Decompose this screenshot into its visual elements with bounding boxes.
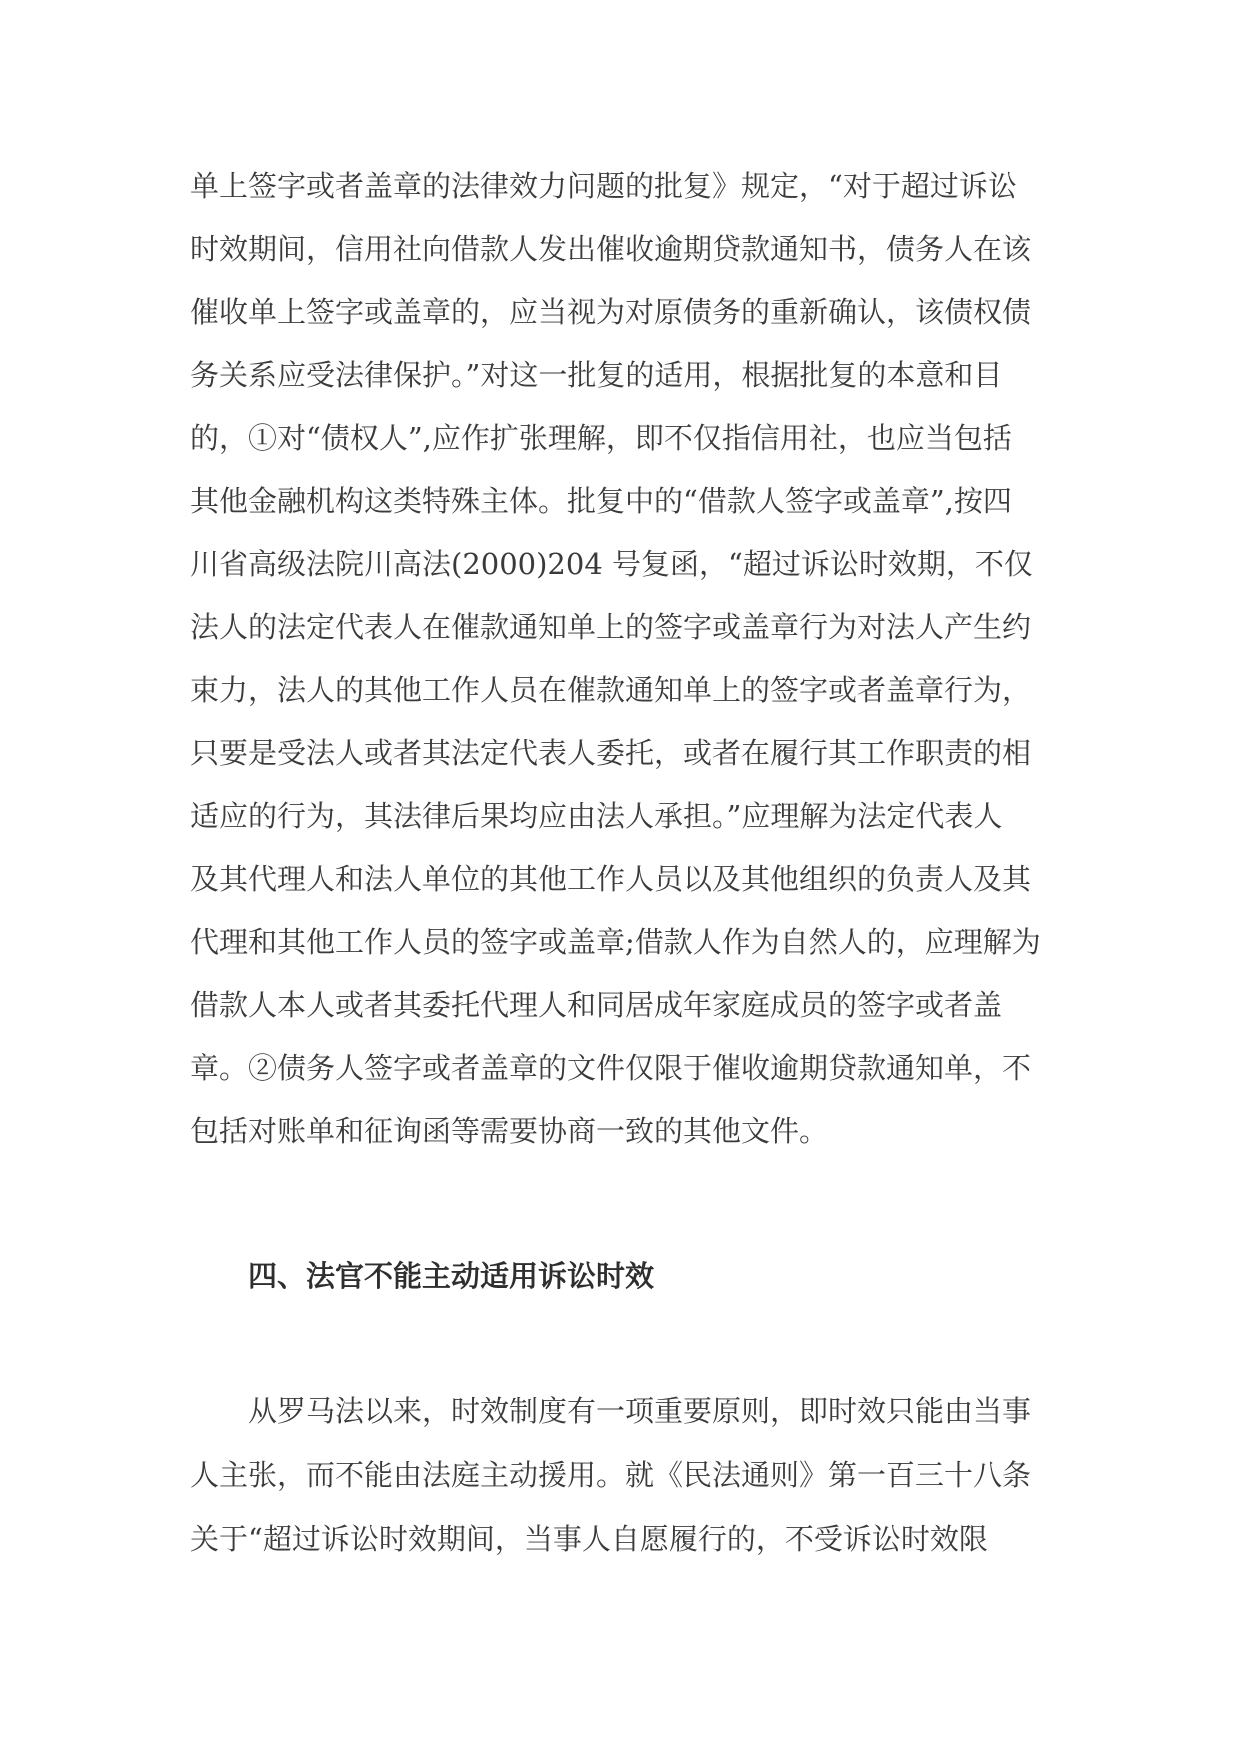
section-heading: 四、法官不能主动适用诉讼时效 [248, 1259, 655, 1293]
paragraph-line: 从罗马法以来，时效制度有一项重要原则，即时效只能由当事 [248, 1394, 1032, 1428]
paragraph-line: 时效期间，信用社向借款人发出催收逾期贷款通知书，债务人在该 [190, 232, 1032, 266]
paragraph-line: 其他金融机构这类特殊主体。批复中的“借款人签字或盖章”,按四 [190, 484, 1012, 518]
paragraph-line: 包括对账单和征询函等需要协商一致的其他文件。 [190, 1114, 829, 1148]
paragraph-line: 只要是受法人或者其法定代表人委托，或者在履行其工作职责的相 [190, 736, 1032, 770]
paragraph-line: 借款人本人或者其委托代理人和同居成年家庭成员的签字或者盖 [190, 988, 1003, 1022]
paragraph-line: 催收单上签字或盖章的，应当视为对原债务的重新确认，该债权债 [190, 295, 1032, 329]
paragraph-line: 人主张，而不能由法庭主动援用。就《民法通则》第一百三十八条 [190, 1458, 1032, 1492]
paragraph-line: 川省高级法院川高法(2000)204 号复函，“超过诉讼时效期，不仅 [190, 547, 1033, 581]
paragraph-line: 适应的行为，其法律后果均应由法人承担。”应理解为法定代表人 [190, 799, 1003, 833]
paragraph-line: 代理和其他工作人员的签字或盖章;借款人作为自然人的，应理解为 [190, 925, 1041, 959]
paragraph-line: 关于“超过诉讼时效期间，当事人自愿履行的，不受诉讼时效限 [190, 1522, 988, 1556]
paragraph-line: 束力，法人的其他工作人员在催款通知单上的签字或者盖章行为， [190, 673, 1032, 707]
paragraph-line: 法人的法定代表人在催款通知单上的签字或盖章行为对法人产生约 [190, 610, 1032, 644]
paragraph-line: 的，①对“债权人”,应作扩张理解，即不仅指信用社，也应当包括 [190, 421, 1012, 455]
paragraph-line: 务关系应受法律保护。”对这一批复的适用，根据批复的本意和目 [190, 358, 1003, 392]
paragraph-line: 及其代理人和法人单位的其他工作人员以及其他组织的负责人及其 [190, 862, 1032, 896]
paragraph-line: 单上签字或者盖章的法律效力问题的批复》规定，“对于超过诉讼 [190, 169, 1017, 203]
paragraph-line: 章。②债务人签字或者盖章的文件仅限于催收逾期贷款通知单，不 [190, 1051, 1032, 1085]
